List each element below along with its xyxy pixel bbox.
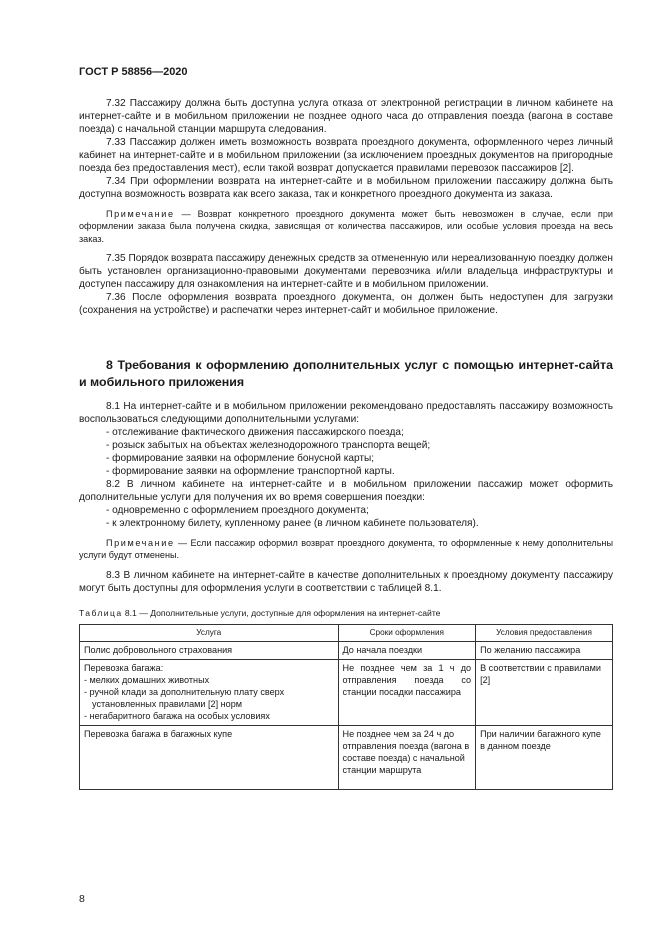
cell-conditions: По желанию пассажира (476, 642, 613, 660)
cell-service: Перевозка багажа в багажных купе (80, 726, 339, 790)
note-text: — Возврат конкретного проездного документа может быть невозможен в случае, если при оформлении заказа была получена скидка, зависящая от количества пассажиров, или особые условия проезда на весь заказ. (79, 209, 613, 244)
page-number: 8 (79, 893, 85, 905)
column-header-terms: Сроки оформления (338, 625, 476, 642)
section-8 (79, 357, 613, 595)
table-row (80, 726, 613, 790)
cell-service (80, 660, 339, 726)
note-label: Примечание (106, 209, 175, 219)
note-7-34 (79, 208, 613, 245)
column-header-service: Услуга (80, 625, 339, 642)
cell-service-title: Перевозка багажа: (84, 663, 164, 673)
column-header-conditions: Условия предоставления (476, 625, 613, 642)
cell-conditions: В соответствии с правилами [2] (476, 660, 613, 726)
list-item: - розыск забытых на объектах железнодорожного транспорта вещей; (106, 440, 431, 451)
document-header: ГОСТ Р 58856—2020 (79, 66, 188, 78)
clause-7-34: 7.34 При оформлении возврата на интернет-сайте и в мобильном приложении пассажиру должна быть доступна возможность возврата как всего заказа, так и конкретного проездного документа из заказа. (79, 176, 613, 200)
cell-service-item: - ручной клади за дополнительную плату сверх установленных правилами [2] норм (84, 687, 285, 709)
clause-7-33: 7.33 Пассажир должен иметь возможность возврата проездного документа, оформленного через личный кабинет на интернет-сайте и в мобильном приложении (за исключением проездных документов на пригородные поезда без предоставления мест), если такой возврат допускается правилами перевозок пассажиров [2]. (79, 137, 613, 174)
section-7-clauses (79, 97, 613, 317)
table-row (80, 642, 613, 660)
services-table (79, 624, 613, 790)
list-item: - одновременно с оформлением проездного документа; (106, 505, 369, 516)
table-caption (79, 608, 440, 618)
list-item: - к электронному билету, купленному ранее (в личном кабинете пользователя). (106, 518, 479, 529)
cell-terms: Не позднее чем за 24 ч до отправления поезда (вагона в составе поезда) с начальной станции маршрута (338, 726, 476, 790)
table-row (80, 660, 613, 726)
cell-service: Полис добровольного страхования (80, 642, 339, 660)
cell-service-item: - негабаритного багажа на особых условиях (84, 711, 270, 721)
section-8-heading: 8 Требования к оформлению дополнительных услуг с помощью интернет-сайта и мобильного приложения (79, 358, 613, 389)
clause-8-3: 8.3 В личном кабинете на интернет-сайте в качестве дополнительных к проездному документу пассажиру могут быть доступны для оформления услуги в соответствии с таблицей 8.1. (79, 569, 613, 594)
clause-8-2: 8.2 В личном кабинете на интернет-сайте и в мобильном приложении пассажир может оформить дополнительные услуги для получения их во время совершения поездки: (79, 479, 613, 503)
clause-8-1: 8.1 На интернет-сайте и в мобильном приложении рекомендовано предоставлять пассажиру возможность воспользоваться следующими дополнительными услугами: (79, 401, 613, 425)
clause-7-32: 7.32 Пассажиру должна быть доступна услуга отказа от электронной регистрации в личном кабинете на интернет-сайте и в мобильном приложении не позднее одного часа до отправления поезда (вагона в составе поезда) с начальной станции маршрута следования. (79, 98, 613, 135)
cell-service-item: - мелких домашних животных (84, 675, 210, 685)
cell-terms: До начала поездки (338, 642, 476, 660)
cell-conditions: При наличии багажного купе в данном поезде (476, 726, 613, 790)
table-header-row (80, 625, 613, 642)
list-item: - формирование заявки на оформление бонусной карты; (106, 453, 375, 464)
clause-7-36: 7.36 После оформления возврата проездного документа, он должен быть недоступен для загрузки (сохранения на устройстве) и распечатки через интернет-сайт и мобильное приложение. (79, 292, 613, 317)
note-8-2 (79, 537, 613, 562)
note-text: — Если пассажир оформил возврат проездного документа, то оформленные к нему дополнительны услуги будут отменены. (79, 538, 613, 561)
list-item: - формирование заявки на оформление транспортной карты. (106, 466, 395, 477)
clause-7-35: 7.35 Порядок возврата пассажиру денежных средств за отмененную или нереализованную поездку должен быть установлен организационно-правовыми документами перевозчика и/или владельца инфраструктуры и доступен пассажиру для ознакомления на интернет-сайте и в мобильном приложении. (79, 253, 613, 291)
cell-terms: Не позднее чем за 1 ч до отправления поезда со станции посадки пассажира (338, 660, 476, 726)
table-caption-label: Таблица (79, 608, 123, 618)
note-label: Примечание (106, 538, 175, 548)
table-caption-text: 8.1 — Дополнительные услуги, доступные для оформления на интернет-сайте (122, 608, 441, 618)
list-item: - отслеживание фактического движения пассажирского поезда; (106, 427, 404, 438)
